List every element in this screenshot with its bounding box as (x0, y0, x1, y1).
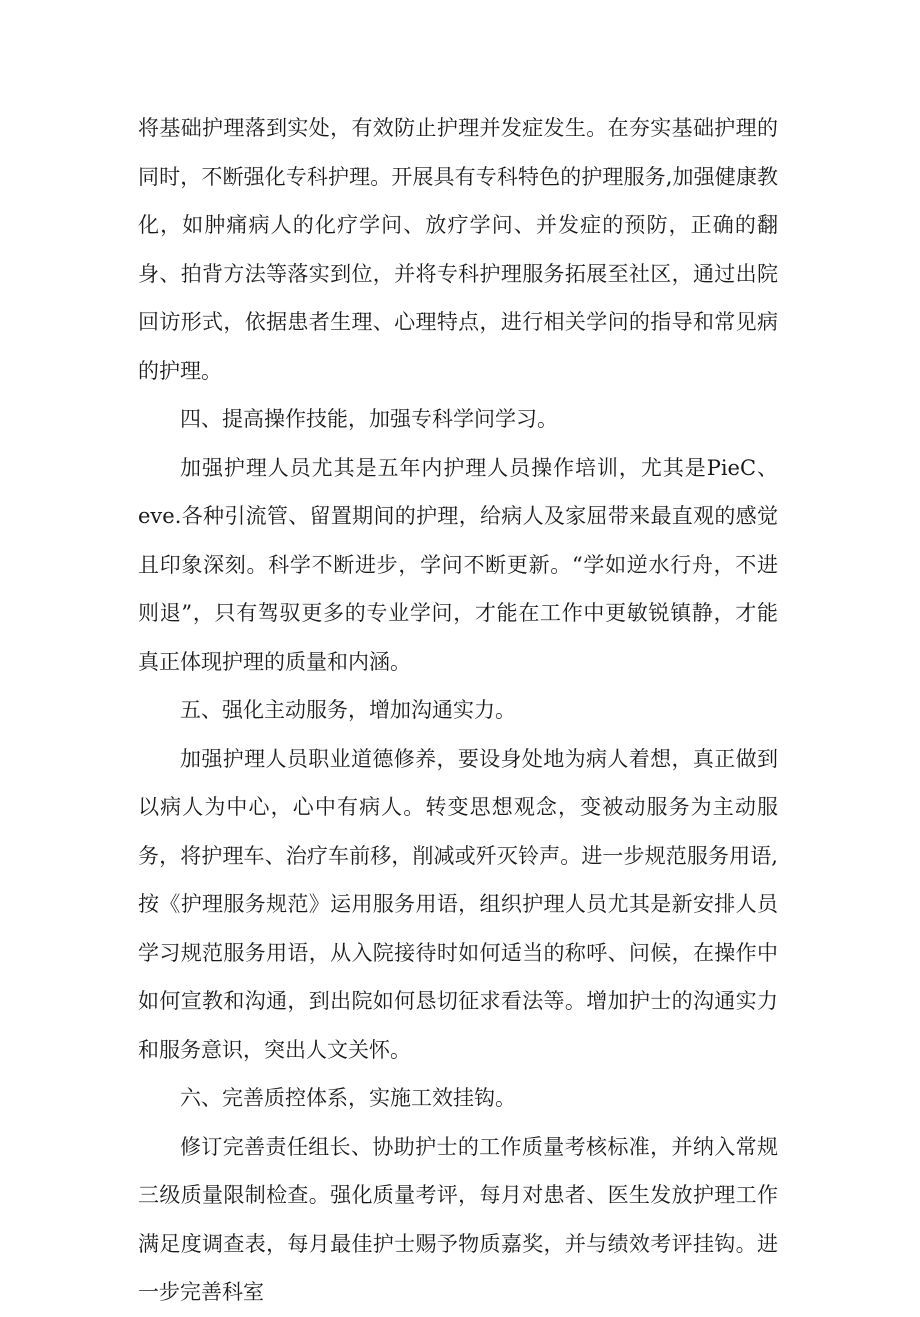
document-body (138, 104, 778, 1317)
section-heading-4: 四、提高操作技能，加强专科学问学习。 (180, 407, 558, 431)
paragraph-quality: 修订完善责任组长、协助护士的工作质量考核标准，并纳入常规三级质量限制检查。强化质量考评，每月对患者、医生发放护理工作满足度调查表，每月最佳护士赐予物质嘉奖，并与绩效考评挂钩。进一步完善科室 (138, 1134, 778, 1304)
paragraph-training: 加强护理人员尤其是五年内护理人员操作培训，尤其是PieC、eve.各种引流管、留置期间的护理，给病人及家屈带来最直观的感觉且印象深刻。科学不断进步，学问不断更新。“学如逆水行舟，不进则退”，只有驾驭更多的专业学问，才能在工作中更敏锐镇静，才能真正体现护理的质量和内涵。 (138, 455, 778, 674)
section-heading-6: 六、完善质控体系，实施工效挂钩。 (180, 1086, 516, 1110)
section-heading-5: 五、强化主动服务，增加沟通实力。 (180, 698, 516, 722)
paragraph-service: 加强护理人员职业道德修养，要设身处地为病人着想，真正做到以病人为中心，心中有病人。转变思想观念，变被动服务为主动服务，将护理车、治疗车前移，削减或歼灭铃声。进一步规范服务用语,按《护理服务规范》运用服务用语，组织护理人员尤其是新安排人员学习规范服务用语，从入院接待时如何适当的称呼、问候，在操作中如何宣教和沟通，到出院如何恳切征求看法等。增加护士的沟通实力和服务意识，突出人文关怀。 (138, 746, 778, 1062)
paragraph-continued: 将基础护理落到实处，有效防止护理并发症发生。在夯实基础护理的同时，不断强化专科护理。开展具有专科特色的护理服务,加强健康教化，如肿痛病人的化疗学问、放疗学问、并发症的预防，正确的翻身、拍背方法等落实到位，并将专科护理服务拓展至社区，通过出院回访形式，依据患者生理、心理特点，进行相关学问的指导和常见病的护理。 (138, 116, 778, 383)
